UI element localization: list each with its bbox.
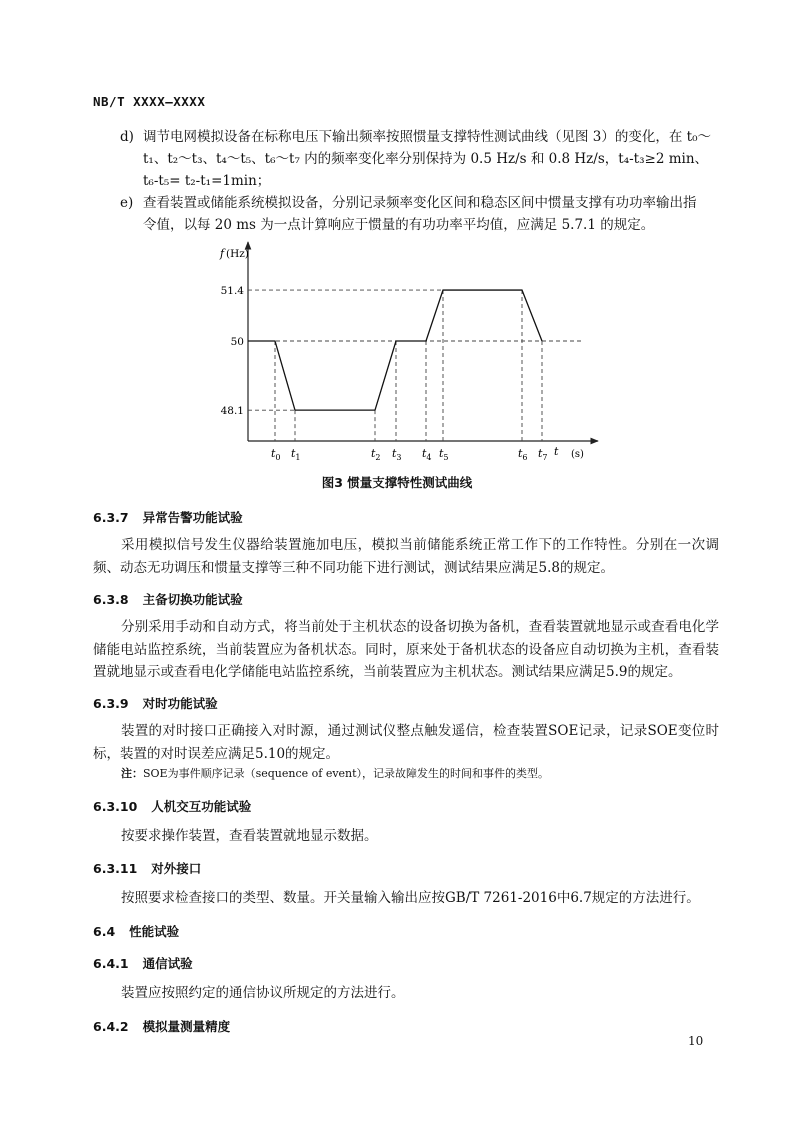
section-title: 模拟量测量精度: [142, 1019, 231, 1034]
section-heading-6-4: [93, 922, 179, 940]
x-tick-label: $t_6$: [518, 447, 528, 462]
section-heading-6-3-7: [93, 508, 243, 526]
section-title: 异常告警功能试验: [142, 510, 243, 525]
reference-lines: [248, 290, 582, 441]
section-heading-6-3-9: [93, 694, 218, 712]
x-axis-label: t: [554, 445, 559, 458]
section-title: 对外接口: [151, 861, 202, 876]
paragraph: 采用模拟信号发生仪器给装置施加电压，模拟当前储能系统正常工作下的工作特性。分别在一次调频、动态无功调压和惯量支撑等三种不同功能下进行测试，测试结果应满足5.8的规定。: [93, 537, 719, 576]
section-title: 对时功能试验: [142, 696, 218, 711]
x-tick-label: $t_1$: [291, 447, 301, 462]
note: [121, 765, 721, 783]
page-number: 10: [688, 1034, 704, 1048]
list-marker: d): [120, 129, 134, 145]
section-title: 性能试验: [129, 924, 180, 939]
section-heading-6-3-10: [93, 797, 251, 815]
text-line: t₁、t₂～t₃、t₄～t₅、t₆～t₇ 内的频率变化率分别保持为 0.5 Hz/s 和 0.8 Hz/s，t₄-t₃≥2 min、: [143, 151, 709, 167]
section-title: 主备切换功能试验: [142, 592, 243, 607]
series-line: [248, 290, 542, 410]
section-heading-6-3-11: [93, 859, 201, 877]
y-tick-labels: [221, 285, 245, 417]
y-tick-label: 48.1: [220, 405, 244, 418]
section-number: 6.3.8: [93, 592, 129, 607]
section-number: 6.3.9: [93, 696, 129, 711]
section-number: 6.4.2: [93, 1019, 129, 1034]
paragraph: 按照要求检查接口的类型、数量。开关量输入输出应按GB/T 7261-2016中6.7规定的方法进行。: [121, 890, 700, 906]
section-number: 6.4: [93, 924, 116, 939]
text-line: 查看装置或储能系统模拟设备，分别记录频率变化区间和稳态区间中惯量支撑有功功率输出指: [143, 195, 697, 211]
section-number: 6.4.1: [93, 956, 129, 971]
section-heading-6-4-1: [93, 954, 193, 972]
paragraph: 分别采用手动和自动方式，将当前处于主机状态的设备切换为备机，查看装置就地显示或查看电化学储能电站监控系统，当前装置应为备机状态。同时，原来处于备机状态的设备应自动切换为主机，查看装置就地显示或查看电化学储能电站监控系统，当前装置应为主机状态。测试结果应满足5.9的规定。: [93, 619, 719, 680]
section-heading-6-4-2: [93, 1017, 230, 1035]
section-number: 6.3.10: [93, 799, 138, 814]
x-tick-label: $t_4$: [422, 447, 432, 462]
list-item-d: [93, 126, 719, 192]
paragraph: 装置的对时接口正确接入对时源，通过测试仪整点触发遥信，检查装置SOE记录，记录SOE变位时标，装置的对时误差应满足5.10的规定。: [93, 723, 719, 762]
x-tick-labels: [271, 447, 548, 462]
x-tick-label: $t_5$: [439, 447, 449, 462]
paragraph: 装置应按照约定的通信协议所规定的方法进行。: [121, 985, 405, 1001]
section-title: 人机交互功能试验: [151, 799, 252, 814]
y-axis-label-symbol: f: [220, 247, 225, 260]
note-label: 注：: [121, 767, 143, 780]
x-tick-label: $t_0$: [271, 447, 281, 462]
text-line: t₆-t₅= t₂-t₁=1min；: [143, 173, 271, 189]
paragraph: 按要求操作装置，查看装置就地显示数据。: [121, 828, 378, 844]
frequency-test-curve-chart: [200, 236, 620, 466]
x-tick-label: $t_7$: [538, 447, 548, 462]
note-text: SOE为事件顺序记录（sequence of event），记录故障发生的时间和事件的类型。: [143, 767, 550, 780]
list-item-e: [93, 192, 719, 236]
section-number: 6.3.7: [93, 510, 129, 525]
x-tick-label: $t_3$: [392, 447, 402, 462]
y-tick-label: 51.4: [220, 285, 244, 298]
section-number: 6.3.11: [93, 861, 138, 876]
x-tick-label: $t_2$: [371, 447, 381, 462]
document-code-header: NB/T XXXX—XXXX: [93, 94, 206, 109]
x-axis-unit: (s): [571, 449, 584, 460]
text-line: 调节电网模拟设备在标称电压下输出频率按照惯量支撑特性测试曲线（见图 3）的变化，在 t₀～: [143, 129, 712, 145]
y-axis-label-unit: (Hz): [226, 248, 249, 260]
y-tick-label: 50: [230, 336, 244, 348]
section-heading-6-3-8: [93, 590, 243, 608]
text-line: 令值，以每 20 ms 为一点计算响应于惯量的有功功率平均值，应满足 5.7.1 的规定。: [143, 217, 655, 233]
section-title: 通信试验: [142, 956, 193, 971]
list-marker: e): [120, 195, 134, 211]
figure-caption: 图3 惯量支撑特性测试曲线: [321, 475, 473, 490]
